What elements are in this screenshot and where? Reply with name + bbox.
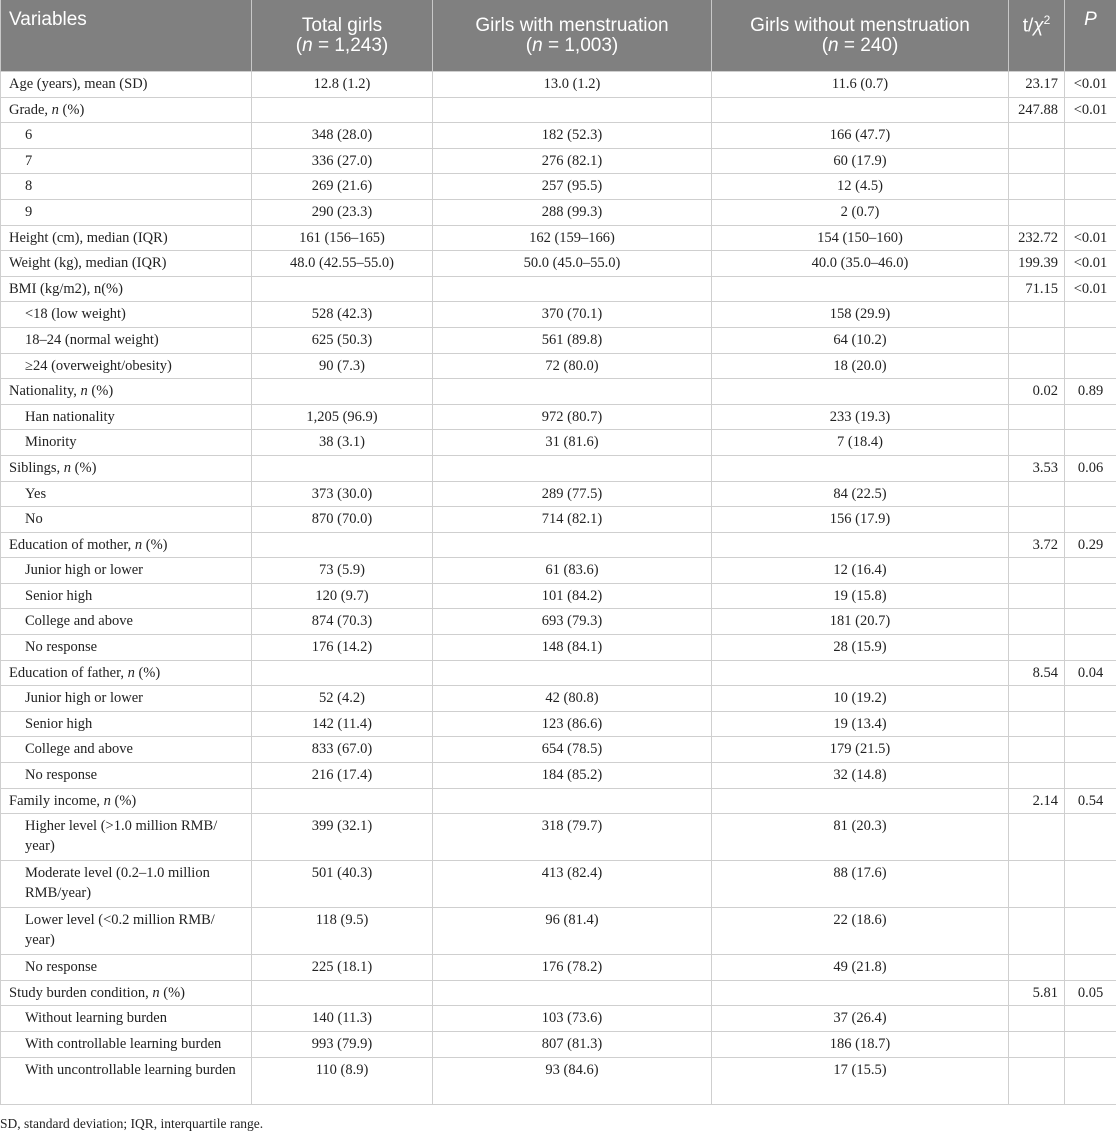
cell-p-value [1065, 711, 1116, 737]
cell-total-girls: 290 (23.3) [252, 199, 433, 225]
cell-p-value [1065, 481, 1116, 507]
cell-test-statistic [1009, 1006, 1065, 1032]
cell-p-value: 0.04 [1065, 660, 1116, 686]
cell-with-menstruation: 257 (95.5) [433, 174, 712, 200]
table-row [1, 660, 1116, 686]
cell-test-statistic [1009, 327, 1065, 353]
cell-p-value [1065, 123, 1116, 149]
row-label: 8 [1, 174, 252, 200]
cell-total-girls: 874 (70.3) [252, 609, 433, 635]
cell-test-statistic [1009, 955, 1065, 981]
cell-p-value [1065, 861, 1116, 908]
cell-p-value: <0.01 [1065, 225, 1116, 251]
row-label: Education of mother, n (%) [1, 532, 252, 558]
table-row [1, 302, 1116, 328]
cell-test-statistic: 247.88 [1009, 97, 1065, 123]
table-row [1, 861, 1116, 908]
table-header [1, 0, 1116, 72]
row-label: Nationality, n (%) [1, 379, 252, 405]
cell-p-value [1065, 609, 1116, 635]
row-label: With controllable learning burden [1, 1032, 252, 1058]
table-row [1, 174, 1116, 200]
cell-total-girls: 269 (21.6) [252, 174, 433, 200]
cell-total-girls: 118 (9.5) [252, 908, 433, 955]
row-label: BMI (kg/m2), n(%) [1, 276, 252, 302]
cell-total-girls [252, 788, 433, 814]
table-row [1, 955, 1116, 981]
cell-with-menstruation: 413 (82.4) [433, 861, 712, 908]
cell-with-menstruation: 182 (52.3) [433, 123, 712, 149]
cell-p-value [1065, 583, 1116, 609]
cell-total-girls [252, 980, 433, 1006]
cell-with-menstruation: 72 (80.0) [433, 353, 712, 379]
cell-total-girls: 373 (30.0) [252, 481, 433, 507]
cell-with-menstruation: 42 (80.8) [433, 686, 712, 712]
cell-with-menstruation: 276 (82.1) [433, 148, 712, 174]
cell-total-girls: 38 (3.1) [252, 430, 433, 456]
cell-with-menstruation [433, 276, 712, 302]
cell-without-menstruation: 10 (19.2) [712, 686, 1009, 712]
cell-without-menstruation: 181 (20.7) [712, 609, 1009, 635]
cell-total-girls: 833 (67.0) [252, 737, 433, 763]
cell-with-menstruation: 654 (78.5) [433, 737, 712, 763]
cell-p-value [1065, 558, 1116, 584]
cell-total-girls [252, 379, 433, 405]
row-label: Education of father, n (%) [1, 660, 252, 686]
cell-without-menstruation: 186 (18.7) [712, 1032, 1009, 1058]
cell-with-menstruation: 561 (89.8) [433, 327, 712, 353]
row-label: Weight (kg), median (IQR) [1, 251, 252, 277]
cell-total-girls: 161 (156–165) [252, 225, 433, 251]
row-label: College and above [1, 737, 252, 763]
table-row [1, 980, 1116, 1006]
cell-total-girls: 142 (11.4) [252, 711, 433, 737]
cell-test-statistic [1009, 861, 1065, 908]
cell-total-girls: 501 (40.3) [252, 861, 433, 908]
cell-total-girls: 52 (4.2) [252, 686, 433, 712]
table-footnote: SD, standard deviation; IQR, interquartile range. [0, 1105, 1116, 1132]
cell-total-girls: 90 (7.3) [252, 353, 433, 379]
row-label: Senior high [1, 711, 252, 737]
cell-with-menstruation [433, 660, 712, 686]
cell-total-girls: 12.8 (1.2) [252, 72, 433, 98]
cell-with-menstruation [433, 532, 712, 558]
table-row [1, 72, 1116, 98]
cell-total-girls: 870 (70.0) [252, 507, 433, 533]
cell-total-girls: 73 (5.9) [252, 558, 433, 584]
row-label: Junior high or lower [1, 686, 252, 712]
cell-with-menstruation: 176 (78.2) [433, 955, 712, 981]
table-row [1, 711, 1116, 737]
table-row [1, 481, 1116, 507]
cell-with-menstruation [433, 455, 712, 481]
cell-test-statistic [1009, 199, 1065, 225]
cell-with-menstruation: 13.0 (1.2) [433, 72, 712, 98]
row-label: Study burden condition, n (%) [1, 980, 252, 1006]
table-row [1, 327, 1116, 353]
cell-without-menstruation: 84 (22.5) [712, 481, 1009, 507]
cell-total-girls: 1,205 (96.9) [252, 404, 433, 430]
cell-test-statistic [1009, 635, 1065, 661]
row-label: 9 [1, 199, 252, 225]
cell-without-menstruation [712, 980, 1009, 1006]
cell-p-value [1065, 1057, 1116, 1104]
cell-test-statistic [1009, 583, 1065, 609]
cell-with-menstruation: 288 (99.3) [433, 199, 712, 225]
cell-with-menstruation: 103 (73.6) [433, 1006, 712, 1032]
table-row [1, 1057, 1116, 1104]
table-row [1, 276, 1116, 302]
row-label: Grade, n (%) [1, 97, 252, 123]
cell-without-menstruation [712, 97, 1009, 123]
row-label: No response [1, 635, 252, 661]
cell-with-menstruation: 289 (77.5) [433, 481, 712, 507]
cell-without-menstruation [712, 532, 1009, 558]
table-row [1, 763, 1116, 789]
header-test-statistic: $t/\chi^2$ [1009, 0, 1065, 72]
header-girls-with-menstruation: Girls with menstruation (n = 1,003) [433, 0, 712, 72]
row-label: 18–24 (normal weight) [1, 327, 252, 353]
cell-with-menstruation: 123 (86.6) [433, 711, 712, 737]
table-row [1, 225, 1116, 251]
cell-test-statistic [1009, 814, 1065, 861]
cell-without-menstruation: 233 (19.3) [712, 404, 1009, 430]
table-row [1, 455, 1116, 481]
table-row [1, 430, 1116, 456]
cell-without-menstruation: 49 (21.8) [712, 955, 1009, 981]
cell-with-menstruation: 61 (83.6) [433, 558, 712, 584]
cell-p-value: <0.01 [1065, 97, 1116, 123]
cell-total-girls: 48.0 (42.55–55.0) [252, 251, 433, 277]
cell-test-statistic [1009, 609, 1065, 635]
cell-test-statistic [1009, 763, 1065, 789]
cell-test-statistic [1009, 737, 1065, 763]
cell-p-value [1065, 763, 1116, 789]
cell-test-statistic: 23.17 [1009, 72, 1065, 98]
row-label: Age (years), mean (SD) [1, 72, 252, 98]
cell-total-girls: 528 (42.3) [252, 302, 433, 328]
cell-with-menstruation: 96 (81.4) [433, 908, 712, 955]
table-row [1, 199, 1116, 225]
table-row [1, 635, 1116, 661]
cell-p-value: 0.89 [1065, 379, 1116, 405]
cell-p-value: 0.54 [1065, 788, 1116, 814]
cell-without-menstruation: 28 (15.9) [712, 635, 1009, 661]
cell-test-statistic [1009, 711, 1065, 737]
cell-total-girls: 140 (11.3) [252, 1006, 433, 1032]
cell-p-value [1065, 353, 1116, 379]
cell-without-menstruation [712, 455, 1009, 481]
table-row [1, 404, 1116, 430]
cell-p-value [1065, 199, 1116, 225]
cell-without-menstruation [712, 379, 1009, 405]
cell-p-value [1065, 1006, 1116, 1032]
cell-p-value: <0.01 [1065, 72, 1116, 98]
cell-without-menstruation [712, 788, 1009, 814]
cell-test-statistic: 199.39 [1009, 251, 1065, 277]
cell-without-menstruation: 81 (20.3) [712, 814, 1009, 861]
cell-without-menstruation: 11.6 (0.7) [712, 72, 1009, 98]
cell-with-menstruation: 972 (80.7) [433, 404, 712, 430]
cell-p-value [1065, 404, 1116, 430]
cell-with-menstruation: 693 (79.3) [433, 609, 712, 635]
cell-total-girls: 336 (27.0) [252, 148, 433, 174]
cell-test-statistic: 0.02 [1009, 379, 1065, 405]
cell-without-menstruation: 156 (17.9) [712, 507, 1009, 533]
row-label: Family income, n (%) [1, 788, 252, 814]
cell-test-statistic [1009, 148, 1065, 174]
row-label: Height (cm), median (IQR) [1, 225, 252, 251]
table-row [1, 123, 1116, 149]
cell-test-statistic [1009, 404, 1065, 430]
cell-without-menstruation [712, 276, 1009, 302]
cell-p-value [1065, 1032, 1116, 1058]
cell-test-statistic [1009, 123, 1065, 149]
cell-test-statistic: 71.15 [1009, 276, 1065, 302]
cell-test-statistic [1009, 353, 1065, 379]
table-row [1, 908, 1116, 955]
cell-total-girls [252, 455, 433, 481]
cell-without-menstruation: 22 (18.6) [712, 908, 1009, 955]
row-label: No response [1, 763, 252, 789]
cell-p-value [1065, 327, 1116, 353]
cell-total-girls: 176 (14.2) [252, 635, 433, 661]
cell-with-menstruation [433, 97, 712, 123]
table-row [1, 583, 1116, 609]
cell-total-girls: 399 (32.1) [252, 814, 433, 861]
table-row [1, 1032, 1116, 1058]
cell-with-menstruation: 31 (81.6) [433, 430, 712, 456]
table-row [1, 1006, 1116, 1032]
cell-p-value: <0.01 [1065, 251, 1116, 277]
cell-total-girls: 993 (79.9) [252, 1032, 433, 1058]
cell-test-statistic: 3.72 [1009, 532, 1065, 558]
cell-with-menstruation: 93 (84.6) [433, 1057, 712, 1104]
header-girls-without-menstruation: Girls without menstruation (n = 240) [712, 0, 1009, 72]
cell-test-statistic: 8.54 [1009, 660, 1065, 686]
cell-p-value [1065, 635, 1116, 661]
row-label: Siblings, n (%) [1, 455, 252, 481]
cell-without-menstruation: 19 (15.8) [712, 583, 1009, 609]
table-row [1, 148, 1116, 174]
cell-without-menstruation: 60 (17.9) [712, 148, 1009, 174]
table-row [1, 558, 1116, 584]
cell-without-menstruation: 40.0 (35.0–46.0) [712, 251, 1009, 277]
cell-test-statistic: 232.72 [1009, 225, 1065, 251]
cell-test-statistic [1009, 1057, 1065, 1104]
cell-total-girls: 216 (17.4) [252, 763, 433, 789]
cell-without-menstruation [712, 660, 1009, 686]
row-label: ≥24 (overweight/obesity) [1, 353, 252, 379]
cell-with-menstruation: 370 (70.1) [433, 302, 712, 328]
cell-test-statistic: 2.14 [1009, 788, 1065, 814]
row-label: Senior high [1, 583, 252, 609]
cell-with-menstruation: 318 (79.7) [433, 814, 712, 861]
cell-p-value [1065, 302, 1116, 328]
table-row [1, 686, 1116, 712]
cell-test-statistic [1009, 558, 1065, 584]
table-row [1, 737, 1116, 763]
cell-p-value [1065, 430, 1116, 456]
row-label: 7 [1, 148, 252, 174]
table-row [1, 609, 1116, 635]
cell-p-value [1065, 814, 1116, 861]
cell-without-menstruation: 32 (14.8) [712, 763, 1009, 789]
cell-total-girls [252, 660, 433, 686]
cell-test-statistic [1009, 430, 1065, 456]
cell-total-girls: 625 (50.3) [252, 327, 433, 353]
cell-test-statistic [1009, 507, 1065, 533]
table-row [1, 507, 1116, 533]
cell-total-girls [252, 97, 433, 123]
cell-with-menstruation: 50.0 (45.0–55.0) [433, 251, 712, 277]
cell-p-value: 0.06 [1065, 455, 1116, 481]
row-label: Minority [1, 430, 252, 456]
cell-without-menstruation: 166 (47.7) [712, 123, 1009, 149]
cell-total-girls [252, 276, 433, 302]
table-row [1, 251, 1116, 277]
cell-test-statistic [1009, 174, 1065, 200]
cell-with-menstruation [433, 980, 712, 1006]
cell-p-value [1065, 507, 1116, 533]
cell-with-menstruation: 807 (81.3) [433, 1032, 712, 1058]
cell-without-menstruation: 7 (18.4) [712, 430, 1009, 456]
cell-with-menstruation: 714 (82.1) [433, 507, 712, 533]
cell-test-statistic [1009, 686, 1065, 712]
cell-p-value [1065, 148, 1116, 174]
cell-p-value [1065, 686, 1116, 712]
cell-test-statistic: 5.81 [1009, 980, 1065, 1006]
cell-total-girls: 110 (8.9) [252, 1057, 433, 1104]
cell-p-value [1065, 174, 1116, 200]
cell-without-menstruation: 88 (17.6) [712, 861, 1009, 908]
row-label: Han nationality [1, 404, 252, 430]
header-variables: Variables [1, 0, 252, 72]
cell-p-value [1065, 908, 1116, 955]
cell-p-value [1065, 955, 1116, 981]
cell-p-value: <0.01 [1065, 276, 1116, 302]
table-row [1, 814, 1116, 861]
table-body [1, 72, 1116, 1105]
cell-test-statistic [1009, 481, 1065, 507]
cell-without-menstruation: 64 (10.2) [712, 327, 1009, 353]
header-p-value: P [1065, 0, 1116, 72]
cell-test-statistic [1009, 1032, 1065, 1058]
row-label: Without learning burden [1, 1006, 252, 1032]
row-label: Higher level (>1.0 million RMB/ year) [1, 814, 252, 861]
cell-without-menstruation: 12 (4.5) [712, 174, 1009, 200]
row-label: Junior high or lower [1, 558, 252, 584]
cell-with-menstruation [433, 379, 712, 405]
row-label: No response [1, 955, 252, 981]
cell-with-menstruation: 184 (85.2) [433, 763, 712, 789]
cell-test-statistic: 3.53 [1009, 455, 1065, 481]
cell-total-girls: 120 (9.7) [252, 583, 433, 609]
row-label: Yes [1, 481, 252, 507]
table-row [1, 379, 1116, 405]
cell-without-menstruation: 19 (13.4) [712, 711, 1009, 737]
row-label: With uncontrollable learning burden [1, 1057, 252, 1104]
row-label: No [1, 507, 252, 533]
cell-p-value: 0.29 [1065, 532, 1116, 558]
cell-test-statistic [1009, 302, 1065, 328]
table-row [1, 788, 1116, 814]
row-label: 6 [1, 123, 252, 149]
cell-with-menstruation: 148 (84.1) [433, 635, 712, 661]
cell-test-statistic [1009, 908, 1065, 955]
row-label: Lower level (<0.2 million RMB/ year) [1, 908, 252, 955]
cell-p-value: 0.05 [1065, 980, 1116, 1006]
cell-with-menstruation [433, 788, 712, 814]
cell-total-girls [252, 532, 433, 558]
cell-without-menstruation: 158 (29.9) [712, 302, 1009, 328]
cell-without-menstruation: 17 (15.5) [712, 1057, 1009, 1104]
cell-without-menstruation: 154 (150–160) [712, 225, 1009, 251]
row-label: Moderate level (0.2–1.0 million RMB/year) [1, 861, 252, 908]
cell-without-menstruation: 37 (26.4) [712, 1006, 1009, 1032]
table-row [1, 353, 1116, 379]
cell-with-menstruation: 101 (84.2) [433, 583, 712, 609]
header-total-girls: Total girls (n = 1,243) [252, 0, 433, 72]
cell-with-menstruation: 162 (159–166) [433, 225, 712, 251]
row-label: <18 (low weight) [1, 302, 252, 328]
cell-p-value [1065, 737, 1116, 763]
cell-without-menstruation: 12 (16.4) [712, 558, 1009, 584]
row-label: College and above [1, 609, 252, 635]
cell-without-menstruation: 179 (21.5) [712, 737, 1009, 763]
cell-without-menstruation: 18 (20.0) [712, 353, 1009, 379]
cell-without-menstruation: 2 (0.7) [712, 199, 1009, 225]
cell-total-girls: 348 (28.0) [252, 123, 433, 149]
cell-total-girls: 225 (18.1) [252, 955, 433, 981]
table-row [1, 97, 1116, 123]
table-row [1, 532, 1116, 558]
